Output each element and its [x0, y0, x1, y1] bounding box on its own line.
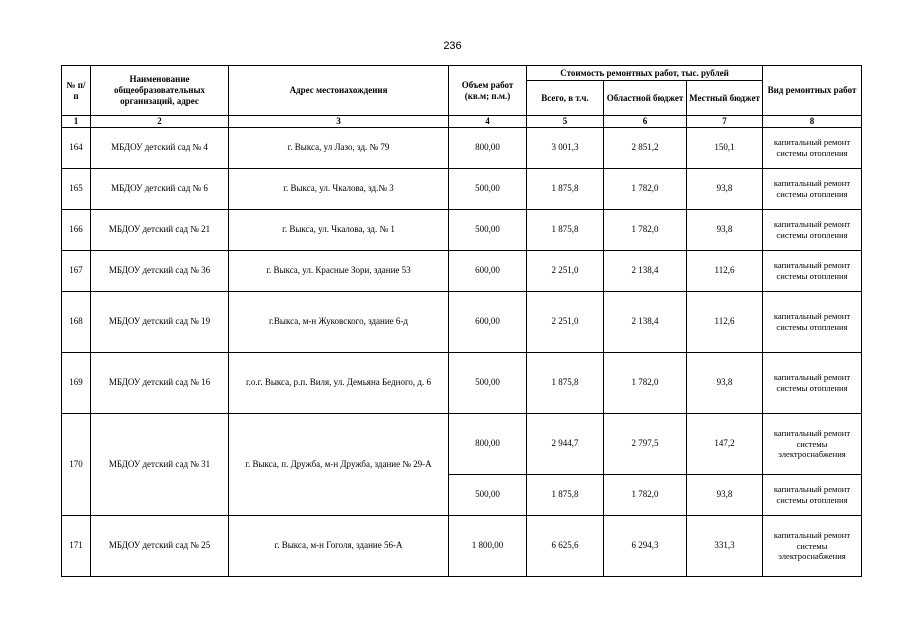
row-local: 93,8	[687, 352, 763, 413]
row-regional: 6 294,3	[604, 515, 687, 576]
row-regional: 1 782,0	[604, 209, 687, 250]
column-number: 3	[229, 116, 449, 128]
column-number: 1	[62, 116, 91, 128]
row-total: 2 251,0	[527, 250, 604, 291]
header-regional: Областной бюджет	[604, 81, 687, 116]
row-volume: 500,00	[449, 352, 527, 413]
row-name: МБДОУ детский сад № 36	[91, 250, 229, 291]
row-volume: 1 800,00	[449, 515, 527, 576]
row-regional: 2 138,4	[604, 291, 687, 352]
row-total: 3 001,3	[527, 127, 604, 168]
row-num: 169	[62, 352, 91, 413]
row-work-type: капитальный ремонт системы электроснабжения	[763, 413, 862, 474]
row-local: 112,6	[687, 291, 763, 352]
row-local: 93,8	[687, 474, 763, 515]
column-number: 8	[763, 116, 862, 128]
row-regional: 1 782,0	[604, 168, 687, 209]
row-num: 167	[62, 250, 91, 291]
header-work-type: Вид ремонтных работ	[763, 66, 862, 116]
row-work-type: капитальный ремонт системы отопления	[763, 250, 862, 291]
header-address: Адрес местонахождения	[229, 66, 449, 116]
row-name: МБДОУ детский сад № 19	[91, 291, 229, 352]
row-address: г. Выкса, ул. Чкалова, зд.№ 3	[229, 168, 449, 209]
row-name: МБДОУ детский сад № 25	[91, 515, 229, 576]
row-address: г. Выкса, п. Дружба, м-н Дружба, здание № 29-А	[229, 413, 449, 515]
header-total: Всего, в т.ч.	[527, 81, 604, 116]
row-num: 170	[62, 413, 91, 515]
row-work-type: капитальный ремонт системы отопления	[763, 209, 862, 250]
column-number: 5	[527, 116, 604, 128]
row-volume: 800,00	[449, 127, 527, 168]
row-address: г. Выкса, ул. Чкалова, зд. № 1	[229, 209, 449, 250]
row-num: 168	[62, 291, 91, 352]
header-volume: Объем работ (кв.м; п.м.)	[449, 66, 527, 116]
row-volume: 500,00	[449, 474, 527, 515]
row-name: МБДОУ детский сад № 4	[91, 127, 229, 168]
row-regional: 2 851,2	[604, 127, 687, 168]
column-number: 7	[687, 116, 763, 128]
table-row	[62, 515, 862, 576]
header-num: № п/п	[62, 66, 91, 116]
row-local: 112,6	[687, 250, 763, 291]
table-row	[62, 168, 862, 209]
row-name: МБДОУ детский сад № 16	[91, 352, 229, 413]
row-volume: 500,00	[449, 209, 527, 250]
row-work-type: капитальный ремонт системы электроснабжения	[763, 515, 862, 576]
row-regional: 1 782,0	[604, 474, 687, 515]
row-total: 1 875,8	[527, 168, 604, 209]
row-volume: 600,00	[449, 250, 527, 291]
row-work-type: капитальный ремонт системы отопления	[763, 127, 862, 168]
row-name: МБДОУ детский сад № 6	[91, 168, 229, 209]
column-numbers-row	[62, 116, 862, 128]
header-name: Наименование общеобразовательных организаций, адрес	[91, 66, 229, 116]
row-work-type: капитальный ремонт системы отопления	[763, 291, 862, 352]
page-number: 236	[443, 40, 462, 52]
row-num: 165	[62, 168, 91, 209]
row-local: 93,8	[687, 168, 763, 209]
table-row	[62, 352, 862, 413]
row-num: 166	[62, 209, 91, 250]
row-total: 1 875,8	[527, 474, 604, 515]
column-number: 4	[449, 116, 527, 128]
row-regional: 2 797,5	[604, 413, 687, 474]
header-local: Местный бюджет	[687, 81, 763, 116]
row-address: г. Выкса, ул. Красные Зори, здание 53	[229, 250, 449, 291]
row-volume: 600,00	[449, 291, 527, 352]
row-work-type: капитальный ремонт системы отопления	[763, 474, 862, 515]
column-number: 2	[91, 116, 229, 128]
table-row	[62, 250, 862, 291]
row-num: 171	[62, 515, 91, 576]
row-address: г. Выкса, ул Лазо, зд. № 79	[229, 127, 449, 168]
row-total: 6 625,6	[527, 515, 604, 576]
row-work-type: капитальный ремонт системы отопления	[763, 352, 862, 413]
row-num: 164	[62, 127, 91, 168]
row-total: 1 875,8	[527, 209, 604, 250]
row-total: 2 944,7	[527, 413, 604, 474]
row-local: 147,2	[687, 413, 763, 474]
table-row	[62, 209, 862, 250]
row-volume: 800,00	[449, 413, 527, 474]
row-volume: 500,00	[449, 168, 527, 209]
row-address: г.о.г. Выкса, р.п. Виля, ул. Демьяна Бедного, д. 6	[229, 352, 449, 413]
row-local: 150,1	[687, 127, 763, 168]
table-row	[62, 413, 862, 474]
row-local: 93,8	[687, 209, 763, 250]
row-regional: 1 782,0	[604, 352, 687, 413]
row-total: 2 251,0	[527, 291, 604, 352]
table-row	[62, 291, 862, 352]
column-number: 6	[604, 116, 687, 128]
row-work-type: капитальный ремонт системы отопления	[763, 168, 862, 209]
repair-works-table	[61, 65, 862, 577]
row-address: г. Выкса, м-н Гоголя, здание 56-А	[229, 515, 449, 576]
table-row	[62, 127, 862, 168]
row-total: 1 875,8	[527, 352, 604, 413]
row-regional: 2 138,4	[604, 250, 687, 291]
row-local: 331,3	[687, 515, 763, 576]
header-cost-group: Стоимость ремонтных работ, тыс. рублей	[527, 66, 763, 81]
row-name: МБДОУ детский сад № 21	[91, 209, 229, 250]
row-address: г.Выкса, м-н Жуковского, здание 6-д	[229, 291, 449, 352]
row-name: МБДОУ детский сад № 31	[91, 413, 229, 515]
